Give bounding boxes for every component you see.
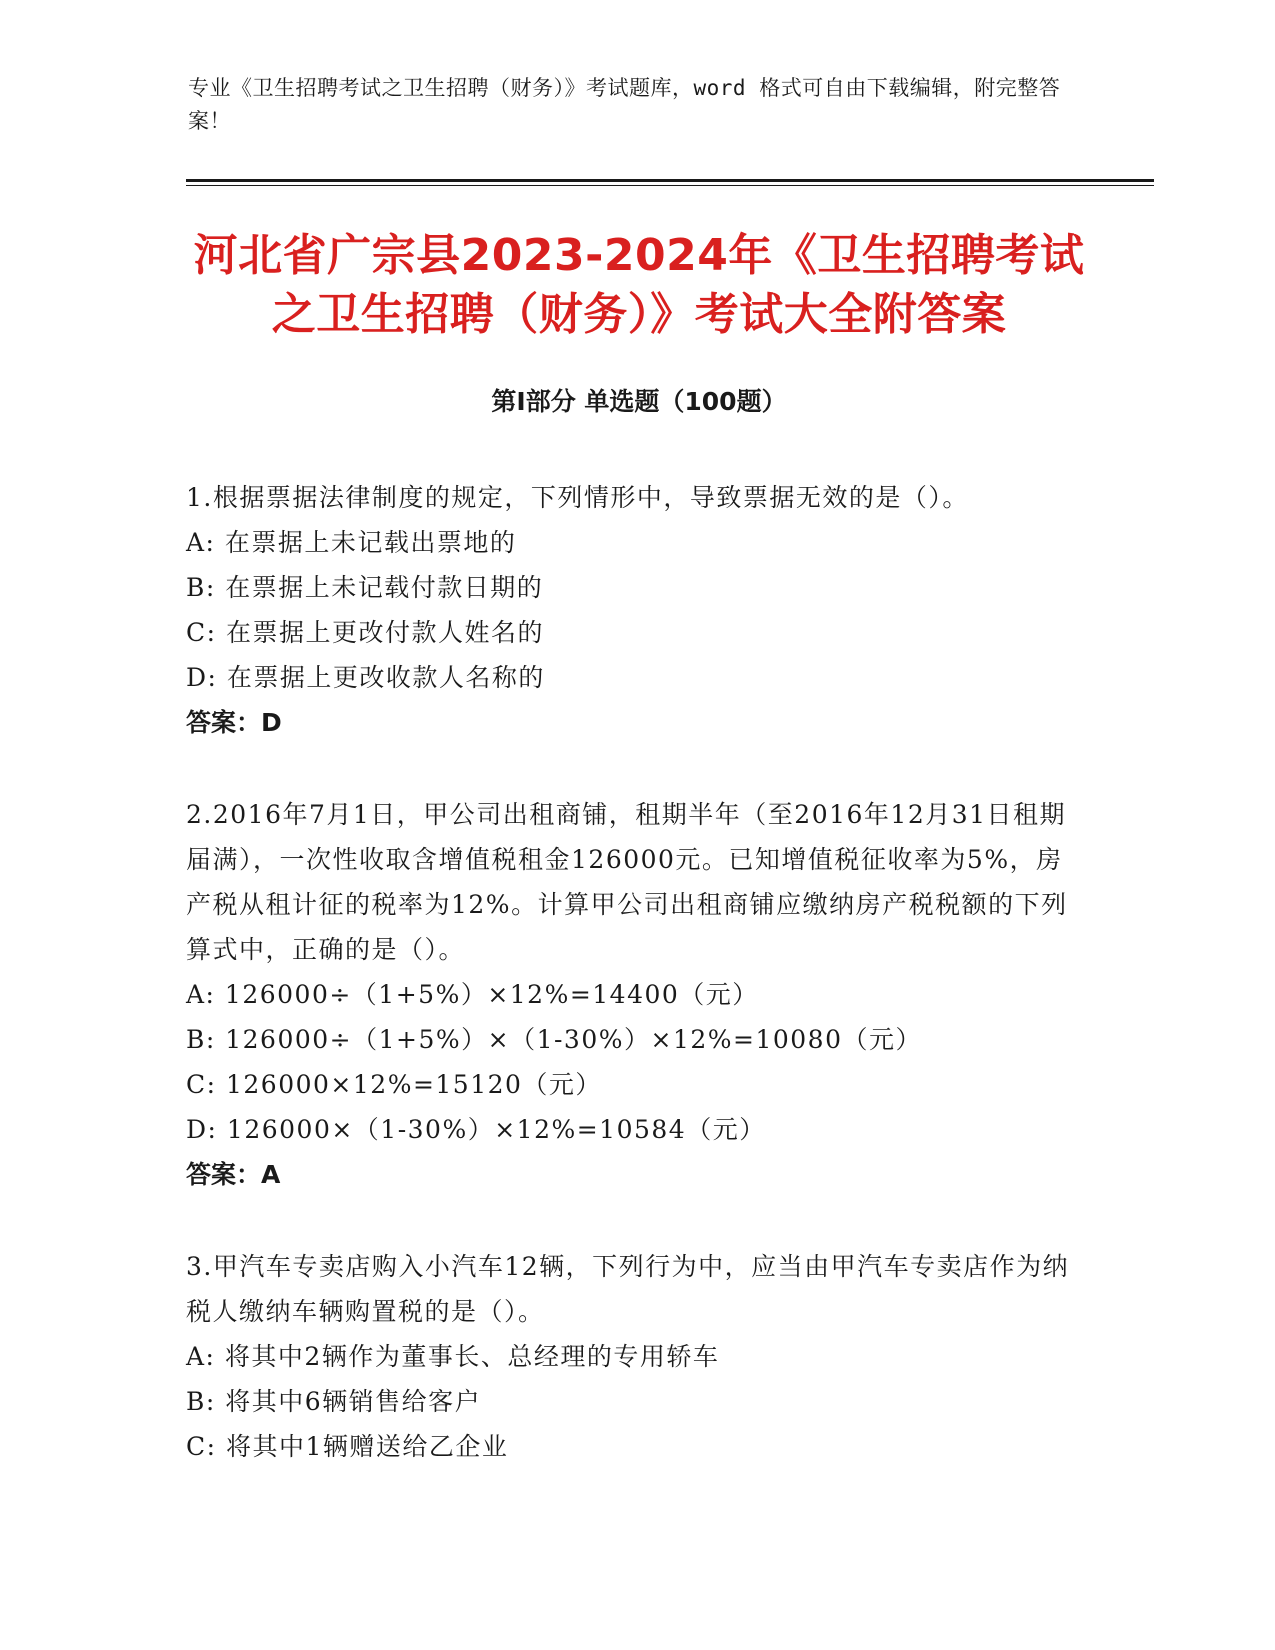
option-b: B: 126000÷（1+5%）×（1-30%）×12%=10080（元） xyxy=(186,1025,922,1054)
header-note: 专业《卫生招聘考试之卫生招聘（财务）》考试题库，word 格式可自由下载编辑，附完整答案！ xyxy=(188,76,1061,133)
document-title: 河北省广宗县2023-2024年《卫生招聘考试之卫生招聘（财务）》考试大全附答案 xyxy=(193,230,1085,340)
option-a: A: 126000÷（1+5%）×12%=14400（元） xyxy=(186,980,759,1009)
option-b: B: 在票据上未记载付款日期的 xyxy=(186,573,544,602)
option-c: C: 在票据上更改付款人姓名的 xyxy=(186,618,544,647)
option-a: A: 将其中2辆作为董事长、总经理的专用轿车 xyxy=(186,1342,720,1371)
question-1 xyxy=(186,475,1086,745)
option-d: D: 在票据上更改收款人名称的 xyxy=(186,663,545,692)
question-2 xyxy=(186,792,1086,1197)
header-divider-thick xyxy=(186,179,1154,182)
option-a: A: 在票据上未记载出票地的 xyxy=(186,528,517,557)
question-stem: 1.根据票据法律制度的规定，下列情形中，导致票据无效的是（）。 xyxy=(186,483,969,512)
question-stem: 3.甲汽车专卖店购入小汽车12辆，下列行为中，应当由甲汽车专卖店作为纳税人缴纳车辆购置税的是（）。 xyxy=(186,1252,1070,1326)
question-stem: 2.2016年7月1日，甲公司出租商铺，租期半年（至2016年12月31日租期届满），一次性收取含增值税租金126000元。已知增值税征收率为5%，房产税从租计征的税率为12%。计算甲公司出租商铺应缴纳房产税税额的下列算式中，正确的是（）。 xyxy=(186,800,1068,964)
question-list xyxy=(186,475,1086,1516)
option-c: C: 126000×12%=15120（元） xyxy=(186,1070,602,1099)
answer: 答案：D xyxy=(186,708,282,737)
option-b: B: 将其中6辆销售给客户 xyxy=(186,1387,482,1416)
option-c: C: 将其中1辆赠送给乙企业 xyxy=(186,1432,509,1461)
section-heading: 第Ⅰ部分 单选题（100题） xyxy=(491,387,787,416)
header-divider-thin xyxy=(186,185,1154,186)
option-d: D: 126000×（1-30%）×12%=10584（元） xyxy=(186,1115,766,1144)
answer: 答案：A xyxy=(186,1160,281,1189)
question-3 xyxy=(186,1244,1086,1469)
